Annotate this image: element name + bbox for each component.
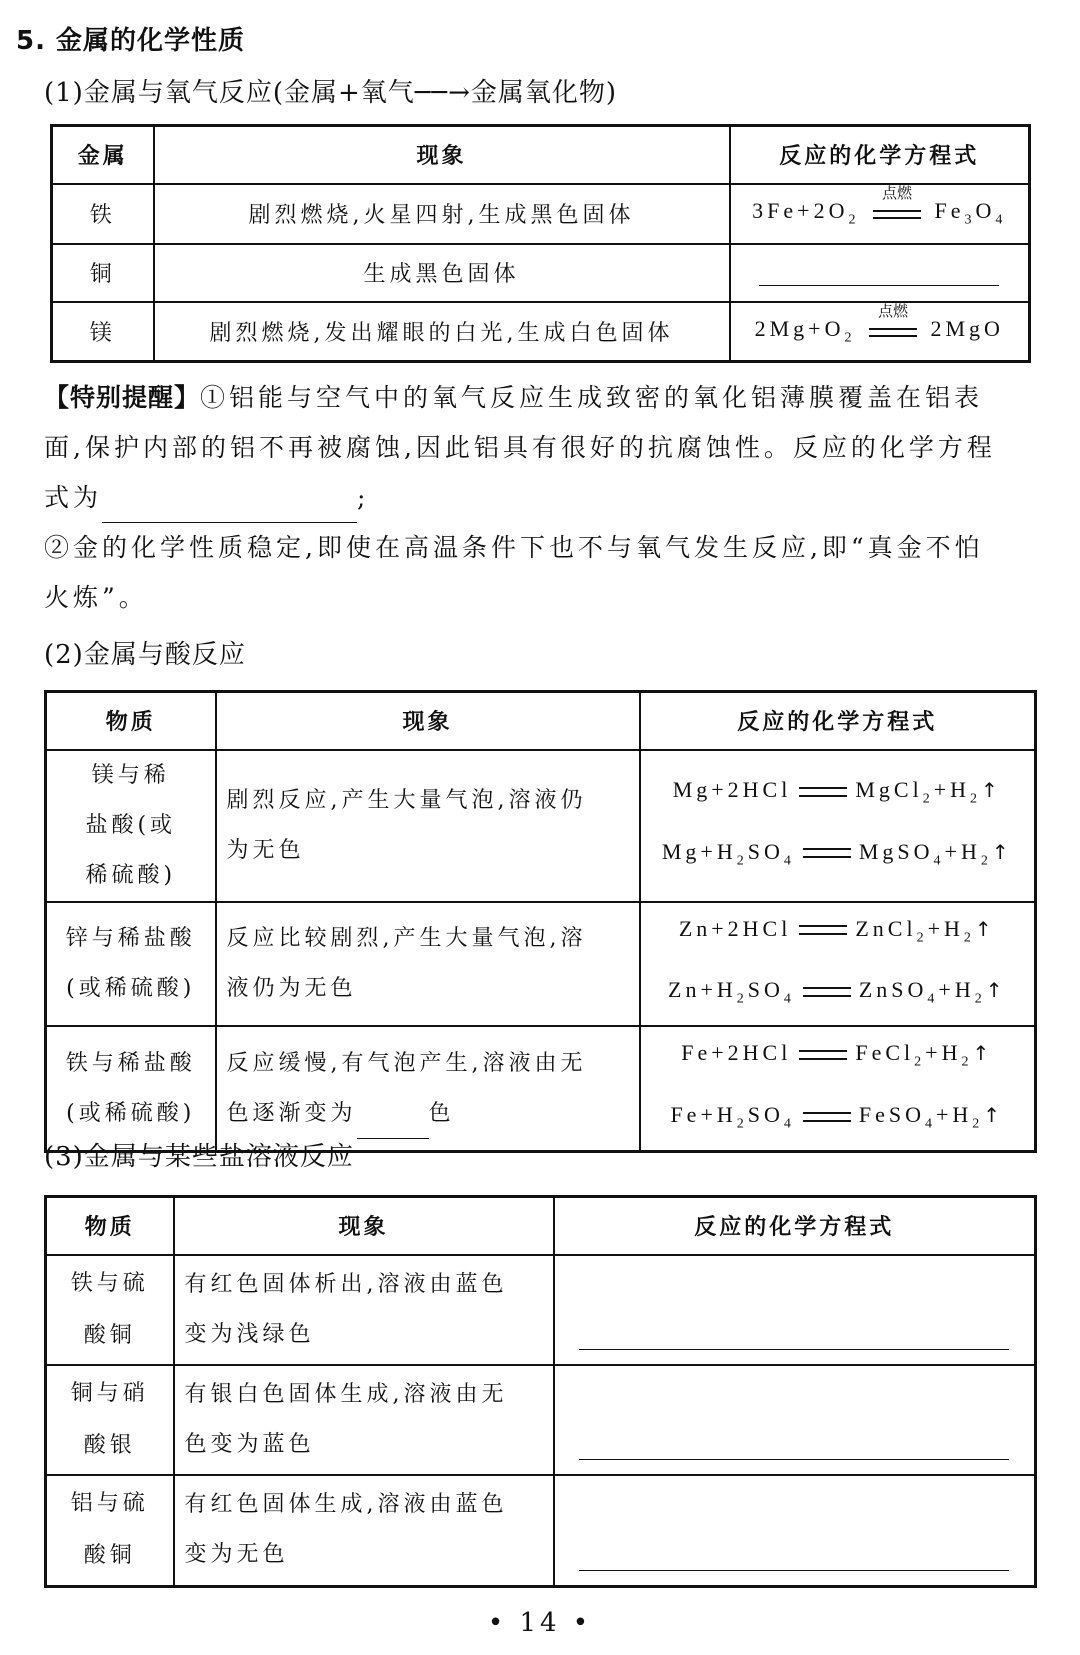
metal-cell: 铁 <box>52 184 154 244</box>
table-row <box>52 302 1030 362</box>
equation-cell: $3Fe+2O_2$ 点燃 $Fe_3O_4$ <box>730 184 1030 244</box>
substance-cell: 铝与硫 酸铜 <box>46 1475 174 1587</box>
answer-blank[interactable] <box>102 482 357 523</box>
equation-cell: Fe+2HCl $FeCl_2+H_2↑$ $Fe+H_2SO_4$ $FeSO_4+H_2↑$ <box>640 1026 1036 1151</box>
phenomenon-cell: 反应缓慢,有气泡产生,溶液由无 色逐渐变为 色 <box>216 1026 640 1151</box>
phenomenon-cell: 剧烈燃烧,火星四射,生成黑色固体 <box>154 184 730 244</box>
header-equation: 反应的化学方程式 <box>640 692 1036 750</box>
equation-cell: Zn+2HCl $ZnCl_2+H_2↑$ $Zn+H_2SO_4$ $ZnSO_4+H_2↑$ <box>640 902 1036 1027</box>
header-phenomenon: 现象 <box>216 692 640 750</box>
header-phenomenon: 现象 <box>174 1197 554 1255</box>
equation-cell: Mg+2HCl $MgCl_2+H_2↑$ $Mg+H_2SO_4$ $MgSO_4+H_2↑$ <box>640 750 1036 902</box>
header-phenomenon: 现象 <box>154 126 730 184</box>
header-metal: 金属 <box>52 126 154 184</box>
page-number: • 14 • <box>487 1608 593 1638</box>
header-substance: 物质 <box>46 1197 174 1255</box>
oxygen-reaction-table <box>50 124 1031 363</box>
reaction-arrow: 点燃 <box>873 202 921 224</box>
table-row <box>52 184 1030 244</box>
part1-title: (1)金属与氧气反应(金属+氧气──→金属氧化物) <box>44 78 617 108</box>
answer-blank[interactable] <box>579 1457 1009 1460</box>
table-row <box>46 1255 1036 1365</box>
table-row <box>46 902 1036 1027</box>
section-title: 5. 金属的化学性质 <box>16 26 246 56</box>
equation-blank-cell <box>554 1475 1036 1587</box>
header-substance: 物质 <box>46 692 216 750</box>
substance-cell: 铁与稀盐酸 (或稀硫酸) <box>46 1026 216 1151</box>
phenomenon-cell: 反应比较剧烈,产生大量气泡,溶 液仍为无色 <box>216 902 640 1027</box>
table-row <box>52 244 1030 302</box>
part2-title: (2)金属与酸反应 <box>44 640 246 670</box>
phenomenon-cell: 有银白色固体生成,溶液由无 色变为蓝色 <box>174 1365 554 1475</box>
metal-cell: 镁 <box>52 302 154 362</box>
table-row <box>46 1026 1036 1151</box>
phenomenon-cell: 有红色固体生成,溶液由蓝色 变为无色 <box>174 1475 554 1587</box>
substance-cell: 铜与硝 酸银 <box>46 1365 174 1475</box>
table-row <box>46 1365 1036 1475</box>
phenomenon-cell: 生成黑色固体 <box>154 244 730 302</box>
header-equation: 反应的化学方程式 <box>730 126 1030 184</box>
metal-cell: 铜 <box>52 244 154 302</box>
reminder-label: 【特别提醒】 <box>44 383 201 412</box>
substance-cell: 镁与稀 盐酸(或 稀硫酸) <box>46 750 216 902</box>
phenomenon-cell: 剧烈反应,产生大量气泡,溶液仍 为无色 <box>216 750 640 902</box>
answer-blank[interactable] <box>579 1568 1009 1571</box>
reaction-arrow: 点燃 <box>869 320 917 342</box>
equation-blank-cell <box>554 1255 1036 1365</box>
answer-blank[interactable] <box>357 1102 429 1139</box>
table-row <box>46 1475 1036 1587</box>
answer-blank[interactable] <box>579 1347 1009 1350</box>
substance-cell: 铁与硫 酸铜 <box>46 1255 174 1365</box>
salt-reaction-table <box>44 1195 1037 1588</box>
phenomenon-cell: 有红色固体析出,溶液由蓝色 变为浅绿色 <box>174 1255 554 1365</box>
acid-reaction-table <box>44 690 1037 1153</box>
part3-title: (3)金属与某些盐溶液反应 <box>44 1142 354 1172</box>
equation-blank-cell <box>554 1365 1036 1475</box>
table-row <box>46 750 1036 902</box>
substance-cell: 锌与稀盐酸 (或稀硫酸) <box>46 902 216 1027</box>
answer-blank[interactable] <box>759 259 999 286</box>
header-equation: 反应的化学方程式 <box>554 1197 1036 1255</box>
special-reminder: 【特别提醒】①铝能与空气中的氧气反应生成致密的氧化铝薄膜覆盖在铝表 面,保护内部的铝不再被腐蚀,因此铝具有很好的抗腐蚀性。反应的化学方程 式为 ; ②金的化学性质稳定,即使在高温条件下也不与氧气发生反应,即“真金不怕 火炼”。 <box>44 383 996 612</box>
equation-cell: $2Mg+O_2$ 点燃 2MgO <box>730 302 1030 362</box>
equation-blank-cell <box>730 244 1030 302</box>
phenomenon-cell: 剧烈燃烧,发出耀眼的白光,生成白色固体 <box>154 302 730 362</box>
